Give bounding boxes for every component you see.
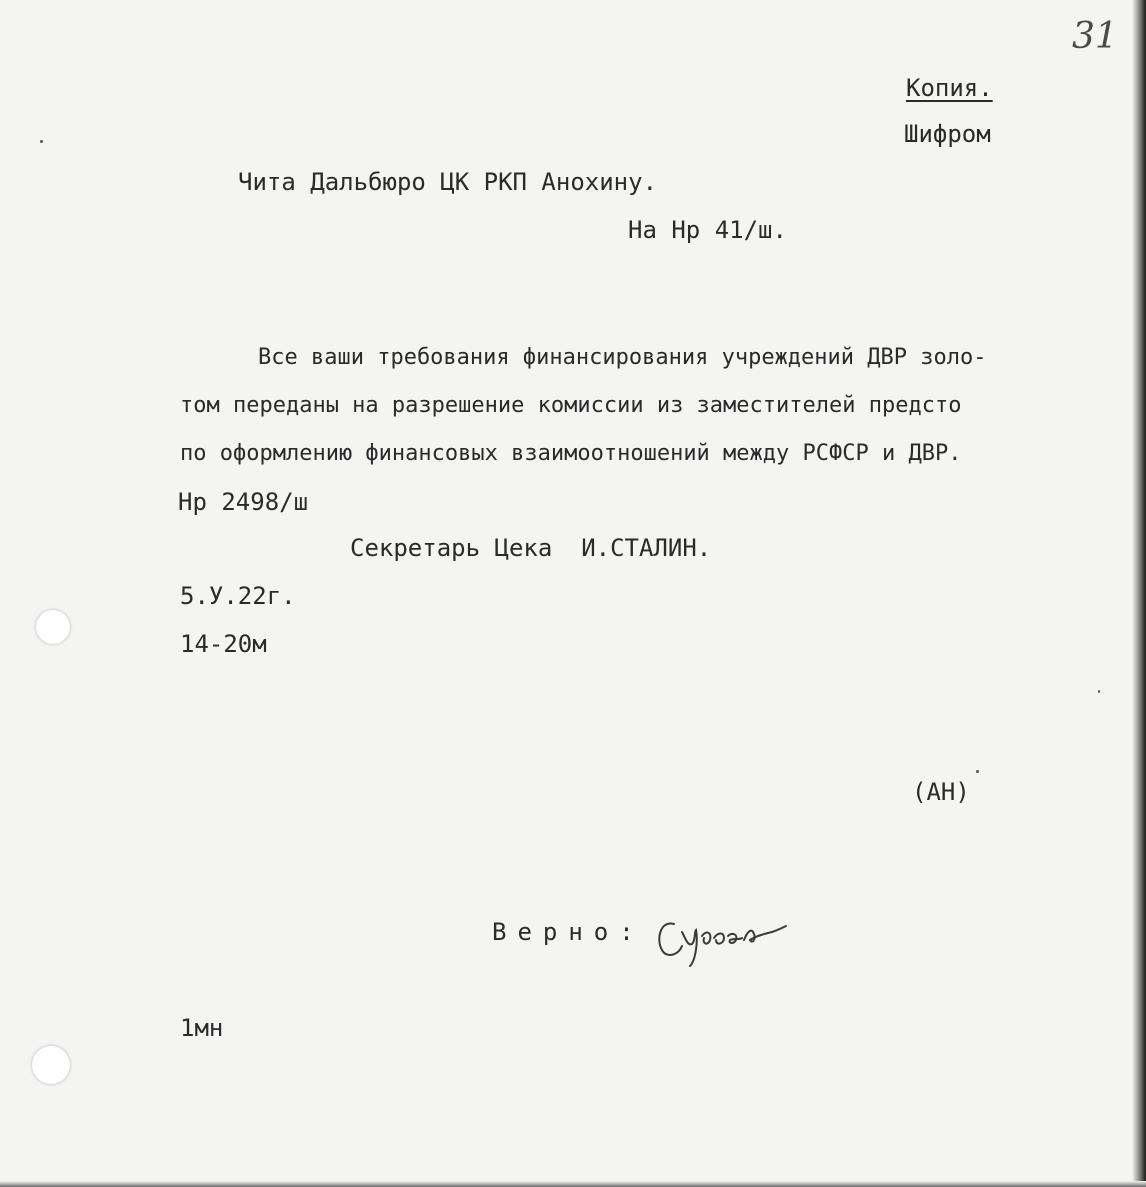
scan-speck: [40, 140, 43, 143]
copy-label: Копия.: [906, 74, 993, 102]
punch-hole-bottom: [32, 1046, 70, 1084]
cipher-label: Шифром: [904, 120, 991, 148]
punch-hole-top: [36, 610, 70, 644]
body-line: по оформлению финансовых взаимоотношений между РСФСР и ДВР.: [180, 441, 962, 466]
outgoing-number: Нр 2498/ш: [178, 488, 309, 516]
folio-number: 31: [1072, 16, 1118, 57]
scan-speck: [976, 770, 979, 773]
scan-speck: [1098, 690, 1100, 693]
signature-line: Секретарь Цека И.СТАЛИН.: [350, 534, 712, 562]
scan-edge-bottom: [0, 1181, 1146, 1187]
body-line: том переданы на разрешение комиссии из заместителей предсто: [180, 393, 962, 418]
time-line: 14-20м: [180, 630, 267, 658]
body-line: Все ваши требования финансирования учреждений ДВР золо-: [258, 345, 987, 370]
verified-label: Верно:: [492, 918, 645, 946]
scan-edge-right: [1132, 0, 1146, 1187]
handwritten-signature: [652, 910, 792, 970]
addressee-line: Чита Дальбюро ЦК РКП Анохину.: [238, 168, 658, 196]
date-line: 5.У.22г.: [180, 582, 296, 610]
typist-initials: (АН): [912, 778, 970, 806]
reference-number: На Нр 41/ш.: [628, 216, 787, 244]
copies-count: 1мн: [180, 1014, 224, 1042]
